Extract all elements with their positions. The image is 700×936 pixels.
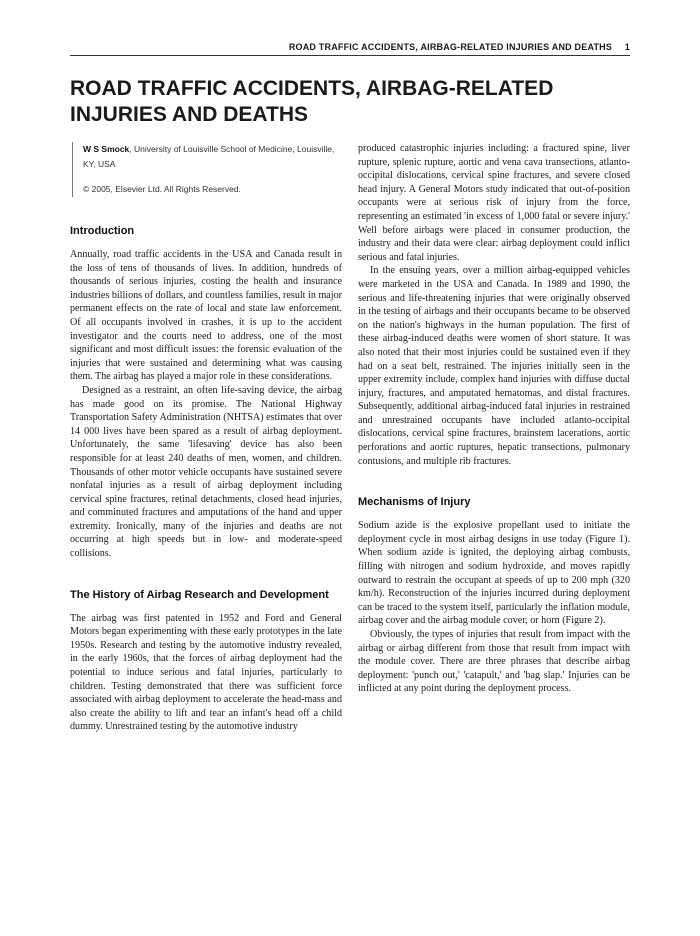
left-column	[70, 142, 342, 734]
section-heading-mechanisms: Mechanisms of Injury	[358, 496, 471, 509]
copyright-line: © 2005, Elsevier Ltd. All Rights Reserved.	[83, 184, 241, 194]
intro-paragraph-1: Annually, road traffic accidents in the USA and Canada result in the loss of tens of thousands of lives. In addition, hundreds of thousands of serious injuries, costing the health and insurance industries billions of dollars, and countless families, result in major permanent effects on the rate of local and state law enforcement. Of all occupants involved in crashes, it is up to the accident investigator and the courts need to address, one of the most significant and most difficult issues: the forensic evaluation of the injuries that were sustained and determining what was causing them. The airbag has played a major role in these considerations.	[70, 249, 342, 383]
author-name: W S Smock	[83, 144, 130, 154]
author-affiliation: , University of Louisville School of Medicine, Louisville, KY, USA	[83, 144, 335, 169]
history-paragraph-1: The airbag was first patented in 1952 and Ford and General Motors began experimenting with these early prototypes in the late 1950s. Research and testing by the automotive industry revealed, in the early 1960s, that the forces of airbag deployment had the potential to induce serious and fatal injuries, particularly to children. Testing demonstrated that there was sufficient force associated with airbag deployment to accelerate the head-mass and also create the ability to lift and tear an infant's head off a child dummy. Unrestrained testing by the automotive industry	[70, 612, 342, 733]
page-number: 1	[624, 42, 630, 52]
running-head	[70, 42, 630, 56]
mechanisms-paragraph-2: Obviously, the types of injuries that result from impact with the airbag or airbag different from those that result from impact with the module cover. There are three phrases that describe airbag deployment: 'punch out,' 'catapult,' and 'bag slap.' Injuries can be inflicted at any point during the deployment process.	[358, 629, 630, 695]
article-title: ROAD TRAFFIC ACCIDENTS, AIRBAG-RELATED INJURIES AND DEATHS	[70, 77, 554, 126]
running-head-title: ROAD TRAFFIC ACCIDENTS, AIRBAG-RELATED INJURIES AND DEATHS	[288, 42, 613, 52]
mechanisms-paragraph-1: Sodium azide is the explosive propellant used to initiate the deployment cycle in most airbag designs in use today (Figure 1). When sodium azide is ignited, the deploying airbag combusts, filling with nitrogen and sodium hydroxide, and moves rapidly outward to restrain the occupant at speeds of up to 200 mph (320 km/h). Reconstruction of the injuries incurred during deployment can be traced to the system itself, particularly the inflation module, airbag cover and the airbag module cover, or horn (Figure 2).	[358, 520, 630, 627]
right-paragraph-2: In the ensuing years, over a million airbag-equipped vehicles were marketed in the USA and Canada. In 1989 and 1990, the serious and life-threatening injuries that were originally observed in the testing of airbags and their occupants became to be observed on the nation's highways in the human population. The first of these airbag-induced deaths were women of short stature. It was also noted that their most injuries could be sustained even if they had on a seat belt, restrained. The injuries initially seen in the upper extremity include, complex hand injuries with diffuse ductal injury, fractures, and amputated hematomas, and distal fractures. Subsequently, additional airbag-induced fatal injuries in restrained and unrestrained occupants have included atlanto-occipital dislocations, cervical spine fractures, brainstem lacerations, aortic perforations and aortic ruptures, hepatic transections, pulmonary contusions, and multiple rib fractures.	[358, 265, 630, 467]
right-paragraph-1: produced catastrophic injuries including: a fractured spine, liver rupture, splenic rupture, aortic and vena cava transections, atlanto-occipital dislocations, cervical spine fractures, and severe closed head injury. A General Motors study indicated that out-of-position occupants were at serious risk of injury from the force, representing an estimated 'in excess of 1,000 fatal or severe injury.' Well before airbags were placed in consumer production, the industry and their data were clear: airbag deployment could inflict serious and fatal injuries.	[358, 143, 630, 263]
intro-paragraph-2: Designed as a restraint, an often life-saving device, the airbag has made good on its promise. The National Highway Transportation Safety Administration (NHTSA) estimates that over 14 000 lives have been spared as a result of airbag deployment. Unfortunately, the same 'lifesaving' device has also been responsible for at least 240 deaths of men, women, and children. Thousands of other motor vehicle occupants have sustained severe nonfatal injuries as a result of airbag deployment including cervical spine fractures, retinal detachments, closed head injuries, and comminuted fractures and amputations of the hand and upper extremity. Ironically, many of the injuries and deaths are not occurring at high speeds but in low- and moderate-speed collisions.	[70, 384, 342, 560]
section-heading-introduction: Introduction	[70, 225, 135, 237]
right-column	[358, 142, 630, 696]
author-block	[72, 142, 342, 197]
section-heading-history: The History of Airbag Research and Development	[70, 588, 329, 601]
